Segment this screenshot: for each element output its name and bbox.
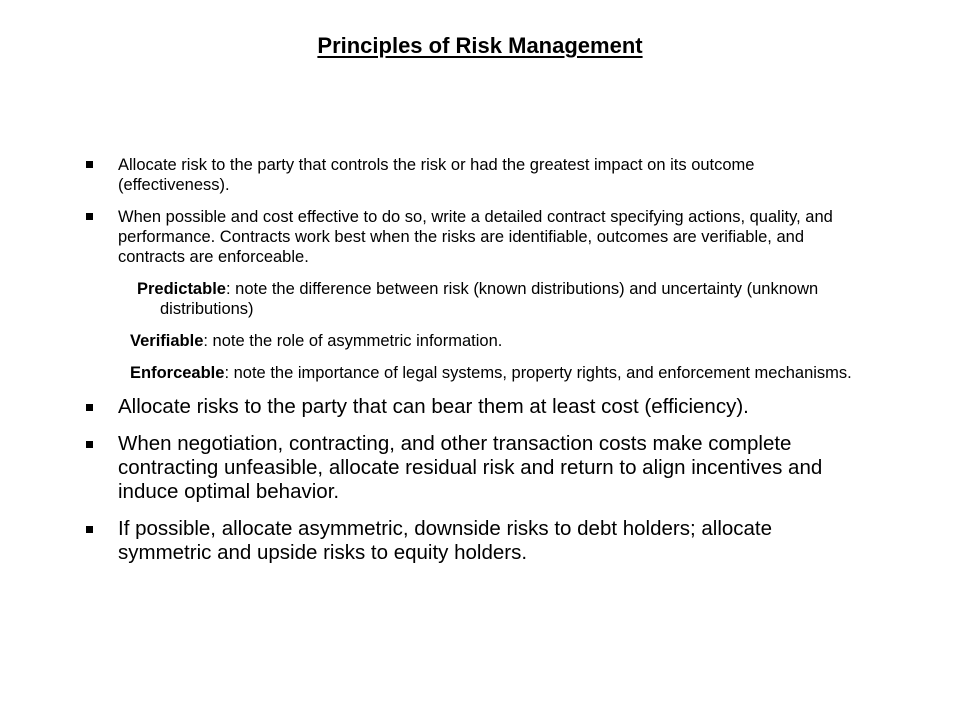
bullet-text: When possible and cost effective to do so, write a detailed contract specifying actions, quality, and performance. Contracts work best when the risks are identifiable, outcomes are verifiable, and contracts are enforceable. [118, 208, 833, 266]
bullet-item [80, 155, 870, 195]
square-bullet-icon [86, 441, 93, 448]
subpoint-term: Predictable [137, 280, 226, 298]
square-bullet-icon [86, 526, 93, 533]
bullet-item [80, 395, 870, 419]
square-bullet-icon [86, 404, 93, 411]
subpoint-text: : note the difference between risk (known distributions) and uncertainty (unknown distributions) [160, 280, 819, 318]
subpoint-verifiable [80, 331, 870, 351]
subpoint-text: : note the importance of legal systems, property rights, and enforcement mechanisms. [224, 364, 852, 382]
slide-title: Principles of Risk Management [317, 33, 643, 58]
bullet-text: Allocate risks to the party that can bear them at least cost (efficiency). [118, 395, 749, 418]
bullet-text: When negotiation, contracting, and other transaction costs make complete contracting unfeasible, allocate residual risk and return to align incentives and induce optimal behavior. [118, 432, 823, 503]
bullet-item [80, 517, 870, 565]
bullet-list [80, 155, 870, 578]
square-bullet-icon [86, 161, 93, 168]
bullet-text: Allocate risk to the party that controls the risk or had the greatest impact on its outcome (effectiveness). [118, 156, 755, 194]
subpoint-predictable [80, 279, 870, 319]
bullet-text: If possible, allocate asymmetric, downside risks to debt holders; allocate symmetric and upside risks to equity holders. [118, 517, 773, 564]
bullet-item [80, 432, 870, 504]
bullet-item [80, 207, 870, 267]
subpoint-text: : note the role of asymmetric information. [203, 332, 503, 350]
subpoint-term: Verifiable [130, 332, 204, 350]
subpoint-enforceable [80, 363, 870, 383]
subpoint-term: Enforceable [130, 364, 225, 382]
square-bullet-icon [86, 213, 93, 220]
